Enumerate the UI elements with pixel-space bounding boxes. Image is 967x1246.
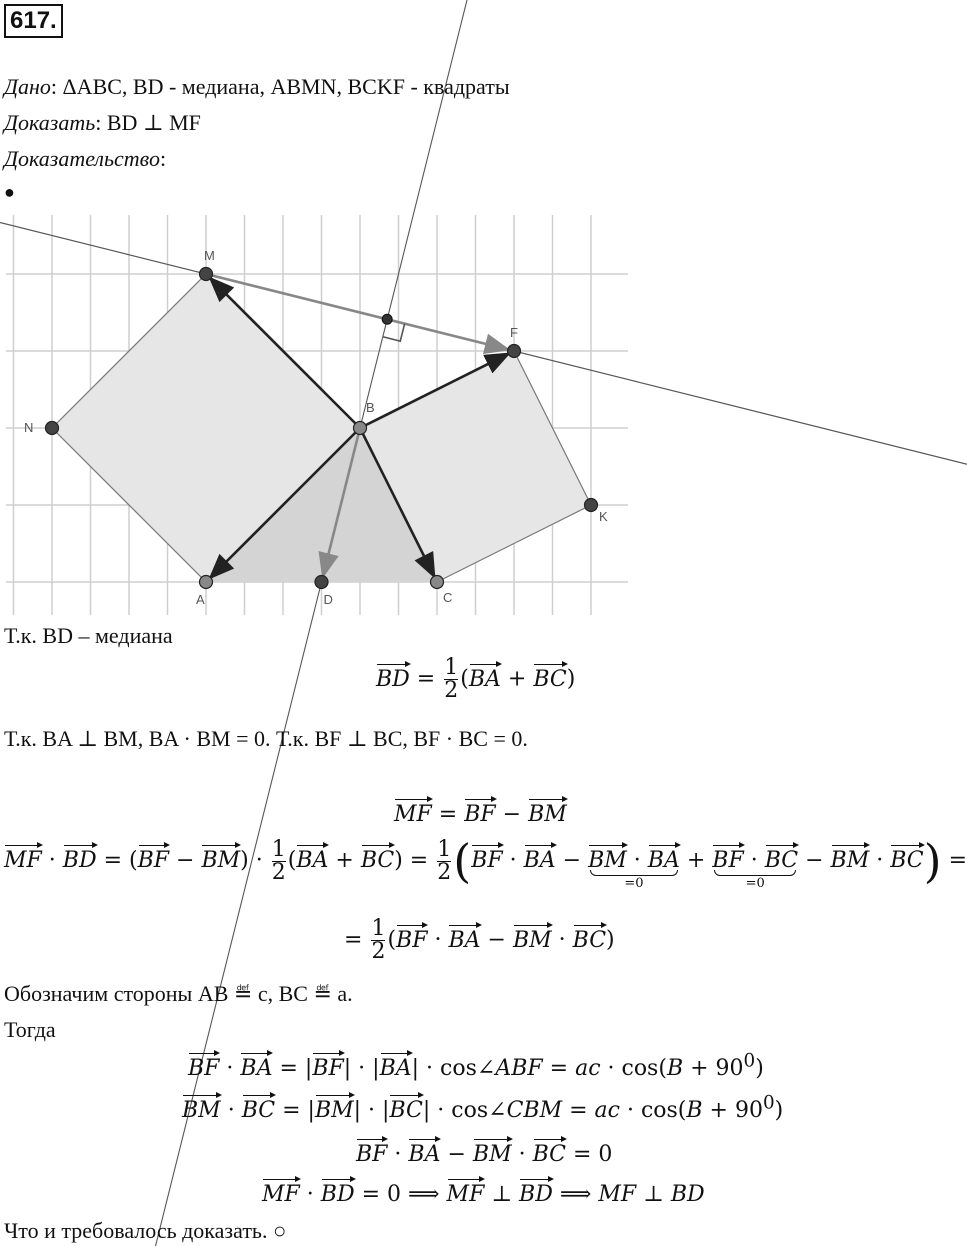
label-f: F: [510, 325, 518, 340]
prove-text: : BD ⊥ MF: [95, 110, 201, 135]
prove-label: Доказать: [4, 110, 96, 135]
given-line: [4, 74, 510, 100]
label-c: C: [443, 590, 453, 605]
equation-product: MF · BD = (BF − BM) · $\frac{1}{2}$ (BA + BC) = $\frac{1}{2}$ (BF · BA − BM · BA =0 + BF · BC =0 − BM · BC) =: [4, 834, 967, 891]
point-c: [431, 576, 444, 589]
point-f: [508, 345, 521, 358]
right-angle-mark: [383, 324, 405, 341]
point-k: [585, 499, 598, 512]
equation-conclusion: MF · BD = 0 ⟹ MF ⊥ BD ⟹ MF ⊥ BD: [262, 1176, 705, 1207]
perp-line: Т.к. BA ⊥ BM, BA · BM = 0. Т.к. BF ⊥ BC, BF · BC = 0.: [4, 726, 528, 751]
label-n: N: [24, 420, 34, 435]
final-line: Что и требовалось доказать. ○: [4, 1218, 287, 1243]
label-b: B: [366, 400, 375, 415]
then-line: Тогда: [4, 1017, 56, 1042]
given-label: Дано: [4, 74, 51, 99]
equation-bf-ba: BF · BA = |BF| · |BA| · cos∠ABF = ac · $\cos(B + 90^0)$: [188, 1050, 764, 1081]
equation-simplified: = $\frac{1}{2}$ (BF · BA − BM · BC): [344, 916, 615, 964]
point-n: [46, 422, 59, 435]
label-d: D: [323, 592, 333, 607]
point-a: [200, 576, 213, 589]
notation-line: Обозначим стороны AB ≝ c, BC ≝ a.: [4, 981, 353, 1006]
label-a: A: [196, 592, 205, 607]
given-text: : ΔABC, BD - медиана, ABMN, BCKF - квадраты: [50, 74, 510, 99]
point-m: [200, 268, 213, 281]
geometry-figure: [6, 215, 628, 615]
point-b: [354, 422, 367, 435]
foot-point: [382, 314, 392, 324]
prove-line: [4, 110, 201, 136]
label-m: M: [204, 248, 215, 263]
point-d: [315, 576, 328, 589]
equation-mf: MF = BF − BM: [394, 796, 567, 827]
proof-colon: :: [159, 146, 167, 171]
equation-difference: BF · BA − BM · BC = 0: [356, 1136, 612, 1167]
label-k: K: [599, 509, 608, 524]
median-line: Т.к. BD – медиана: [4, 623, 173, 648]
bullet: ●: [4, 182, 15, 202]
equation-bm-bc: BM · BC = |BM| · |BC| · cos∠CBM = ac · $\cos(B + 90^0)$: [182, 1092, 784, 1123]
proof-line: [4, 146, 166, 172]
problem-number: 617.: [4, 4, 63, 38]
equation-bd: BD = $\frac{1}{2}$ (BA + BC): [376, 655, 576, 703]
proof-label: Доказательство: [4, 146, 160, 171]
